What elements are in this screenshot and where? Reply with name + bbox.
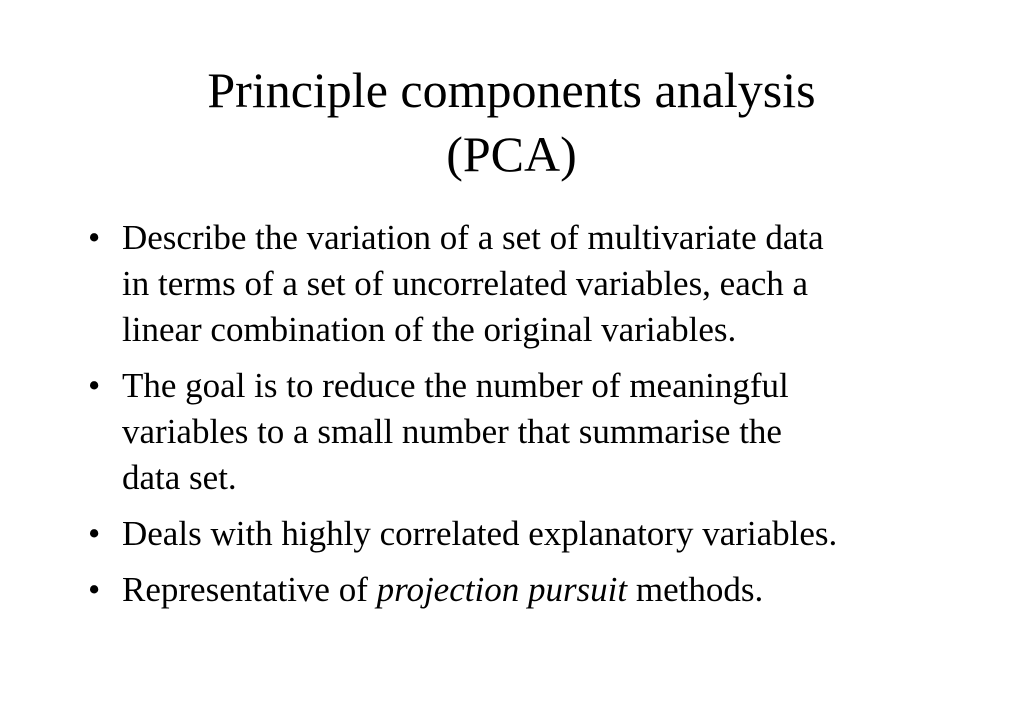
bullet-item: [88, 215, 988, 353]
bullet-text: [122, 215, 988, 353]
bullet-emphasis-text: projection pursuit: [376, 570, 628, 609]
bullet-prefix-text: Representative of: [122, 570, 377, 609]
bullet-line: Deals with highly correlated explanatory variables.: [122, 514, 838, 553]
bullet-text: [122, 567, 988, 613]
bullet-line: Describe the variation of a set of multivariate data: [122, 218, 824, 257]
bullet-icon: •: [88, 570, 101, 609]
bullet-text: [122, 363, 988, 501]
bullet-line: linear combination of the original variables.: [122, 310, 737, 349]
bullet-icon: •: [88, 366, 101, 405]
bullet-line: [122, 567, 988, 613]
bullet-list: [88, 215, 988, 623]
bullet-suffix-text: methods.: [627, 570, 764, 609]
bullet-line: in terms of a set of uncorrelated variables, each a: [122, 264, 809, 303]
slide-title-line-2: (PCA): [446, 126, 577, 182]
bullet-item: [88, 363, 988, 501]
bullet-line: The goal is to reduce the number of meaningful: [122, 366, 789, 405]
bullet-item: [88, 567, 988, 613]
bullet-icon: •: [88, 514, 101, 553]
bullet-item: [88, 511, 988, 557]
slide-title-line-1: Principle components analysis: [207, 62, 816, 118]
slide-title: [0, 58, 1023, 186]
bullet-text: [122, 511, 988, 557]
bullet-line: data set.: [122, 458, 237, 497]
bullet-line: variables to a small number that summarise the: [122, 412, 782, 451]
bullet-icon: •: [88, 218, 101, 257]
